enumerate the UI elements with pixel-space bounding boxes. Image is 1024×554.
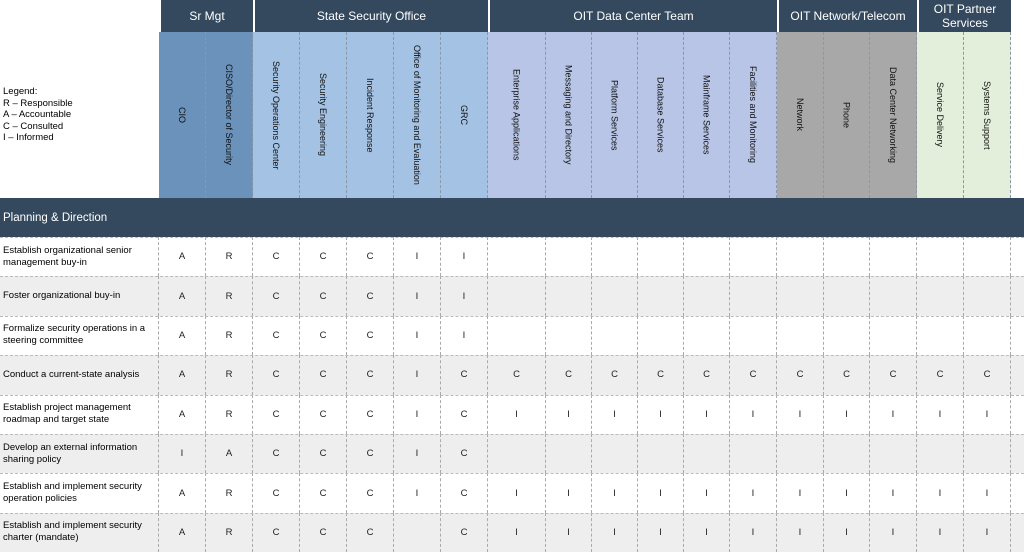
raci-cell: I <box>546 473 592 512</box>
raci-cell: C <box>347 355 394 394</box>
legend-line: I – Informed <box>3 132 54 144</box>
raci-cell <box>917 276 964 315</box>
column-header-label: Network <box>795 98 805 132</box>
row-divider <box>0 513 1024 514</box>
raci-cell: I <box>730 513 777 552</box>
raci-cell: C <box>441 434 488 473</box>
column-header <box>730 32 777 198</box>
raci-cell: A <box>159 237 206 276</box>
raci-cell: C <box>253 434 300 473</box>
raci-cell: R <box>206 237 253 276</box>
row-divider <box>0 434 1024 435</box>
row-divider <box>0 395 1024 396</box>
row-divider <box>0 237 1024 238</box>
row-label: Develop an external information sharing policy <box>0 434 159 473</box>
raci-cell: C <box>300 355 347 394</box>
column-header <box>638 32 684 198</box>
raci-cell <box>488 276 546 315</box>
raci-cell: C <box>441 395 488 434</box>
column-header-label: Platform Services <box>609 79 620 151</box>
raci-cell <box>638 237 684 276</box>
raci-cell: C <box>824 355 870 394</box>
section-header: Planning & Direction <box>0 198 1024 237</box>
raci-cell <box>546 434 592 473</box>
column-header <box>546 32 592 198</box>
raci-cell: C <box>441 473 488 512</box>
raci-cell <box>684 237 730 276</box>
column-header-label: Security Engineering <box>318 73 328 157</box>
raci-cell: C <box>777 355 824 394</box>
raci-cell <box>870 316 917 355</box>
raci-cell <box>730 276 777 315</box>
column-header-label: Office of Monitoring and Evaluation <box>412 45 422 185</box>
row-label: Establish and implement security operation policies <box>0 473 159 512</box>
raci-cell <box>824 237 870 276</box>
raci-cell: I <box>638 473 684 512</box>
legend-line: Legend: <box>3 86 38 98</box>
raci-cell: A <box>159 473 206 512</box>
raci-cell: C <box>300 395 347 434</box>
raci-cell <box>592 276 638 315</box>
raci-cell: A <box>159 513 206 552</box>
raci-cell: C <box>347 237 394 276</box>
column-header-label: CISO/Director of Security <box>224 64 234 166</box>
column-header-label: Facilities and Monitoring <box>748 66 758 164</box>
raci-cell: I <box>777 395 824 434</box>
raci-cell: I <box>777 513 824 552</box>
group-header: OIT Data Center Team <box>488 0 777 32</box>
raci-cell: A <box>159 355 206 394</box>
raci-cell <box>964 434 1011 473</box>
raci-cell: C <box>300 276 347 315</box>
raci-cell <box>546 276 592 315</box>
raci-cell: C <box>300 513 347 552</box>
row-divider <box>0 355 1024 356</box>
column-header-label: Database Services <box>655 77 666 153</box>
raci-cell: C <box>441 355 488 394</box>
column-header <box>441 32 488 198</box>
raci-cell <box>777 237 824 276</box>
raci-cell: I <box>964 473 1011 512</box>
raci-cell: I <box>638 513 684 552</box>
raci-cell: I <box>684 395 730 434</box>
group-header: OIT Network/Telecom <box>777 0 917 32</box>
column-header-label: CIO <box>177 106 187 123</box>
raci-cell: I <box>870 473 917 512</box>
column-header <box>824 32 870 198</box>
raci-cell: I <box>546 513 592 552</box>
row-divider <box>0 276 1024 277</box>
raci-cell <box>917 434 964 473</box>
raci-cell: I <box>777 473 824 512</box>
raci-cell: C <box>964 355 1011 394</box>
raci-cell <box>964 276 1011 315</box>
raci-cell: A <box>206 434 253 473</box>
raci-cell <box>546 237 592 276</box>
column-header <box>300 32 347 198</box>
raci-cell <box>730 237 777 276</box>
row-label: Establish project management roadmap and target state <box>0 395 159 434</box>
raci-cell: I <box>684 473 730 512</box>
raci-cell: C <box>347 473 394 512</box>
raci-cell: I <box>870 513 917 552</box>
column-header-label: Phone <box>841 101 852 129</box>
column-header-label: Service Delivery <box>935 82 945 148</box>
raci-cell <box>824 316 870 355</box>
raci-cell <box>870 276 917 315</box>
row-divider <box>0 473 1024 474</box>
row-label: Conduct a current-state analysis <box>0 355 159 394</box>
raci-cell: C <box>730 355 777 394</box>
raci-cell <box>684 434 730 473</box>
raci-cell: I <box>394 276 441 315</box>
column-header-label: Incident Response <box>365 77 375 153</box>
raci-cell: R <box>206 316 253 355</box>
raci-cell: I <box>592 473 638 512</box>
raci-cell: A <box>159 395 206 434</box>
column-header <box>206 32 253 198</box>
raci-cell: I <box>684 513 730 552</box>
raci-cell: A <box>159 316 206 355</box>
raci-cell: I <box>730 473 777 512</box>
column-header <box>592 32 638 198</box>
column-header <box>488 32 546 198</box>
raci-cell: I <box>394 434 441 473</box>
raci-cell <box>964 316 1011 355</box>
raci-cell <box>546 316 592 355</box>
raci-cell: A <box>159 276 206 315</box>
legend-line: C – Consulted <box>3 120 64 132</box>
raci-cell: R <box>206 513 253 552</box>
raci-cell: I <box>488 395 546 434</box>
raci-cell <box>638 316 684 355</box>
raci-cell: I <box>917 473 964 512</box>
raci-cell: I <box>592 513 638 552</box>
raci-cell: I <box>870 395 917 434</box>
row-label: Establish organizational senior management buy-in <box>0 237 159 276</box>
raci-cell <box>777 276 824 315</box>
group-header: OIT Partner Services <box>917 0 1011 32</box>
raci-cell <box>592 237 638 276</box>
raci-cell <box>592 316 638 355</box>
row-label: Establish and implement security charter (mandate) <box>0 513 159 552</box>
raci-cell: I <box>546 395 592 434</box>
raci-cell: C <box>546 355 592 394</box>
column-header-label: Data Center Networking <box>888 66 898 164</box>
column-header <box>917 32 964 198</box>
raci-cell: C <box>347 434 394 473</box>
group-header: State Security Office <box>253 0 488 32</box>
raci-cell <box>870 237 917 276</box>
raci-cell: I <box>638 395 684 434</box>
raci-cell: I <box>824 513 870 552</box>
raci-cell: R <box>206 473 253 512</box>
column-header-label: Systems Support <box>982 80 992 150</box>
column-header-label: GRC <box>459 105 469 125</box>
raci-cell: I <box>730 395 777 434</box>
raci-cell: I <box>592 395 638 434</box>
raci-cell: I <box>964 395 1011 434</box>
column-header <box>253 32 300 198</box>
raci-cell: C <box>441 513 488 552</box>
raci-cell: I <box>394 355 441 394</box>
raci-cell: C <box>253 316 300 355</box>
column-header <box>777 32 824 198</box>
raci-cell: I <box>394 237 441 276</box>
raci-cell: I <box>488 473 546 512</box>
column-header <box>684 32 730 198</box>
column-header <box>394 32 441 198</box>
raci-cell <box>964 237 1011 276</box>
raci-cell <box>684 276 730 315</box>
raci-cell: C <box>917 355 964 394</box>
raci-cell: C <box>253 237 300 276</box>
raci-cell: I <box>441 276 488 315</box>
raci-cell: C <box>253 276 300 315</box>
raci-cell: C <box>592 355 638 394</box>
row-label: Formalize security operations in a steering committee <box>0 316 159 355</box>
raci-cell <box>488 434 546 473</box>
raci-cell <box>730 316 777 355</box>
raci-cell: I <box>824 473 870 512</box>
raci-cell: R <box>206 276 253 315</box>
group-header: Sr Mgt <box>159 0 253 32</box>
raci-cell: C <box>347 513 394 552</box>
raci-cell: C <box>638 355 684 394</box>
raci-cell: I <box>394 316 441 355</box>
raci-cell: I <box>394 395 441 434</box>
raci-cell <box>870 434 917 473</box>
raci-cell <box>824 434 870 473</box>
raci-cell: C <box>300 434 347 473</box>
raci-cell: C <box>870 355 917 394</box>
legend-line: R – Responsible <box>3 97 73 109</box>
column-header <box>964 32 1011 198</box>
raci-cell: I <box>824 395 870 434</box>
raci-cell: R <box>206 395 253 434</box>
raci-cell: R <box>206 355 253 394</box>
column-header-label: Enterprise Applications <box>511 69 522 161</box>
raci-cell: C <box>488 355 546 394</box>
raci-cell <box>394 513 441 552</box>
raci-cell: I <box>441 316 488 355</box>
raci-cell <box>488 237 546 276</box>
raci-cell <box>824 276 870 315</box>
raci-cell <box>730 434 777 473</box>
raci-cell: I <box>159 434 206 473</box>
row-label: Foster organizational buy-in <box>0 276 159 315</box>
raci-cell: I <box>441 237 488 276</box>
raci-cell <box>777 434 824 473</box>
raci-cell: I <box>917 513 964 552</box>
raci-cell <box>488 316 546 355</box>
column-header <box>347 32 394 198</box>
raci-cell: C <box>253 355 300 394</box>
raci-cell: I <box>964 513 1011 552</box>
raci-cell: C <box>347 276 394 315</box>
column-header-label: Security Operations Center <box>271 60 281 170</box>
raci-cell <box>917 316 964 355</box>
raci-cell: C <box>300 237 347 276</box>
raci-cell: C <box>300 473 347 512</box>
legend <box>0 32 159 198</box>
column-header-label: Mainframe Services <box>701 75 712 155</box>
row-divider <box>0 316 1024 317</box>
raci-cell: C <box>253 513 300 552</box>
raci-cell <box>592 434 638 473</box>
raci-cell: I <box>394 473 441 512</box>
raci-cell <box>917 237 964 276</box>
raci-cell: C <box>253 395 300 434</box>
column-header-label: Messaging and Directory <box>563 65 574 165</box>
raci-cell <box>638 434 684 473</box>
raci-cell: C <box>347 395 394 434</box>
raci-cell <box>638 276 684 315</box>
raci-cell: I <box>488 513 546 552</box>
legend-line: A – Accountable <box>3 109 72 121</box>
column-header <box>159 32 206 198</box>
raci-cell <box>777 316 824 355</box>
column-header <box>870 32 917 198</box>
raci-cell: C <box>253 473 300 512</box>
raci-cell: I <box>917 395 964 434</box>
raci-cell: C <box>684 355 730 394</box>
raci-cell: C <box>347 316 394 355</box>
raci-cell: C <box>300 316 347 355</box>
raci-cell <box>684 316 730 355</box>
